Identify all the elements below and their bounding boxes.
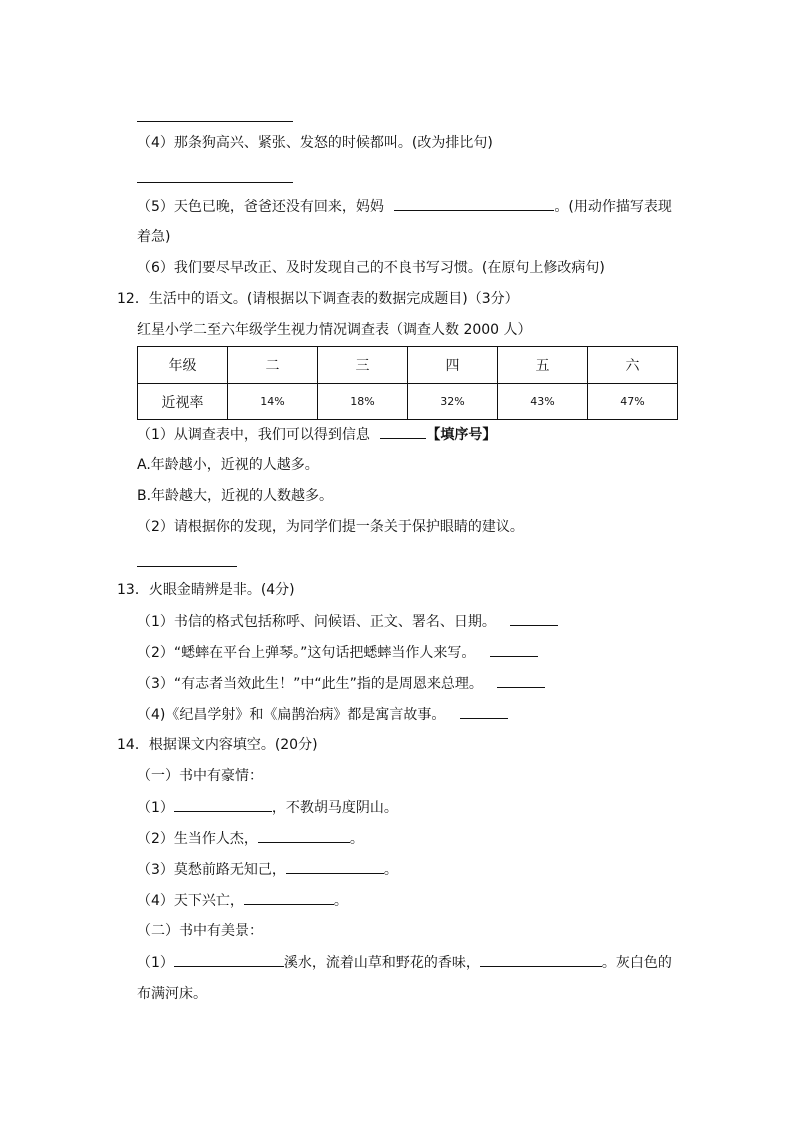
q14-section1: （一）书中有豪情：: [137, 768, 263, 784]
table-cell-rate: 47%: [588, 384, 678, 420]
q14-s1-item1-prefix: （1）: [137, 800, 174, 816]
q14-s2-item1-mid: 溪水，流着山草和野花的香味，: [283, 955, 480, 971]
q13-item4-blank[interactable]: [460, 704, 508, 719]
table-cell-grade: 三: [318, 347, 408, 384]
q11-item5-cont: 着急): [137, 229, 171, 245]
q14-s1-item1-suffix: ，不教胡马度阴山。: [271, 800, 398, 816]
q14-s1-item3-suffix: 。: [383, 862, 398, 878]
q13-item2-blank[interactable]: [490, 642, 538, 657]
table-row-rate: [138, 384, 678, 420]
q11-item5-text-a: （5）天色已晚，爸爸还没有回来，妈妈: [137, 199, 384, 215]
answer-line-2: [137, 182, 293, 183]
table-cell-grade: 四: [408, 347, 498, 384]
q14-s1-item1: [137, 797, 398, 818]
q14-s1-item2-suffix: 。: [349, 831, 364, 847]
q13-item3: [137, 673, 545, 694]
q12-sub1-text: （1）从调查表中，我们可以得到信息: [137, 427, 370, 443]
table-header-grade: 年级: [138, 347, 228, 384]
table-cell-grade: 六: [588, 347, 678, 384]
q13-item3-blank[interactable]: [497, 673, 545, 688]
q14-s1-item4: [137, 890, 348, 911]
q12-sub1: [137, 424, 496, 445]
q14-s1-item3-blank[interactable]: [286, 859, 384, 874]
q14-s1-item1-blank[interactable]: [174, 797, 272, 812]
q14-s1-item2-blank[interactable]: [258, 828, 350, 843]
q14-s1-item4-suffix: 。: [333, 893, 348, 909]
table-header-rate: 近视率: [138, 384, 228, 420]
q14-s1-item3: [137, 859, 398, 880]
q13-item1: [137, 611, 558, 632]
table-cell-rate: 18%: [318, 384, 408, 420]
q13-item3-text: （3）“有志者当效此生！”中“此生”指的是周恩来总理。: [137, 676, 483, 692]
q11-item5-blank[interactable]: [394, 196, 554, 211]
table-row-grade: [138, 347, 678, 384]
q12-sub1-suffix: 【填序号】: [426, 427, 497, 443]
q12-sub2: （2）请根据你的发现，为同学们提一条关于保护眼睛的建议。: [137, 519, 524, 535]
table-cell-rate: 14%: [228, 384, 318, 420]
answer-line-3: [137, 566, 237, 567]
q12-option-b: B.年龄越大，近视的人数越多。: [137, 488, 334, 504]
q14-s1-item4-prefix: （4）天下兴亡，: [137, 893, 244, 909]
answer-line-1: [137, 121, 293, 122]
q12-option-a: A.年龄越小，近视的人越多。: [137, 457, 319, 473]
q13-item2-text: （2）“蟋蟀在平台上弹琴。”这句话把蟋蟀当作人来写。: [137, 645, 476, 661]
q12-sub1-blank[interactable]: [380, 424, 426, 439]
q11-item4: （4）那条狗高兴、紧张、发怒的时候都叫。(改为排比句): [137, 135, 493, 151]
q12-table-title: 红星小学二至六年级学生视力情况调查表（调查人数 2000 人）: [137, 322, 532, 338]
q14-s2-item1-suffix: 。灰白色的: [601, 955, 672, 971]
q14-s1-item4-blank[interactable]: [244, 890, 334, 905]
q14-s1-item2: [137, 828, 364, 849]
q13-item4: [137, 704, 508, 725]
q13-heading: 13．火眼金睛辨是非。(4分): [117, 582, 295, 598]
q14-s2-item1-cont: 布满河床。: [137, 986, 207, 1002]
q14-s2-item1-blank-b[interactable]: [480, 952, 602, 967]
q13-item4-text: （4)《纪昌学射》和《扁鹊治病》都是寓言故事。: [137, 707, 446, 723]
q14-s2-item1-blank-a[interactable]: [174, 952, 284, 967]
table-cell-rate: 43%: [498, 384, 588, 420]
q11-item5: [137, 196, 672, 217]
q14-s1-item2-prefix: （2）生当作人杰，: [137, 831, 258, 847]
q12-heading: 12．生活中的语文。(请根据以下调查表的数据完成题目)（3分）: [117, 291, 519, 307]
q14-s1-item3-prefix: （3）莫愁前路无知己，: [137, 862, 286, 878]
vision-survey-table: [137, 346, 678, 420]
q13-item1-blank[interactable]: [510, 611, 558, 626]
q11-item6: （6）我们要尽早改正、及时发现自己的不良书写习惯。(在原句上修改病句): [137, 260, 605, 276]
q14-section2: （二）书中有美景：: [137, 923, 263, 939]
q11-item5-text-b: 。(用动作描写表现: [554, 199, 672, 215]
table-cell-grade: 五: [498, 347, 588, 384]
q14-heading: 14．根据课文内容填空。(20分): [117, 737, 318, 753]
q13-item1-text: （1）书信的格式包括称呼、问候语、正文、署名、日期。: [137, 614, 496, 630]
table-cell-grade: 二: [228, 347, 318, 384]
q14-s2-item1: [137, 952, 672, 973]
q14-s2-item1-prefix: （1）: [137, 955, 174, 971]
table-cell-rate: 32%: [408, 384, 498, 420]
q13-item2: [137, 642, 538, 663]
